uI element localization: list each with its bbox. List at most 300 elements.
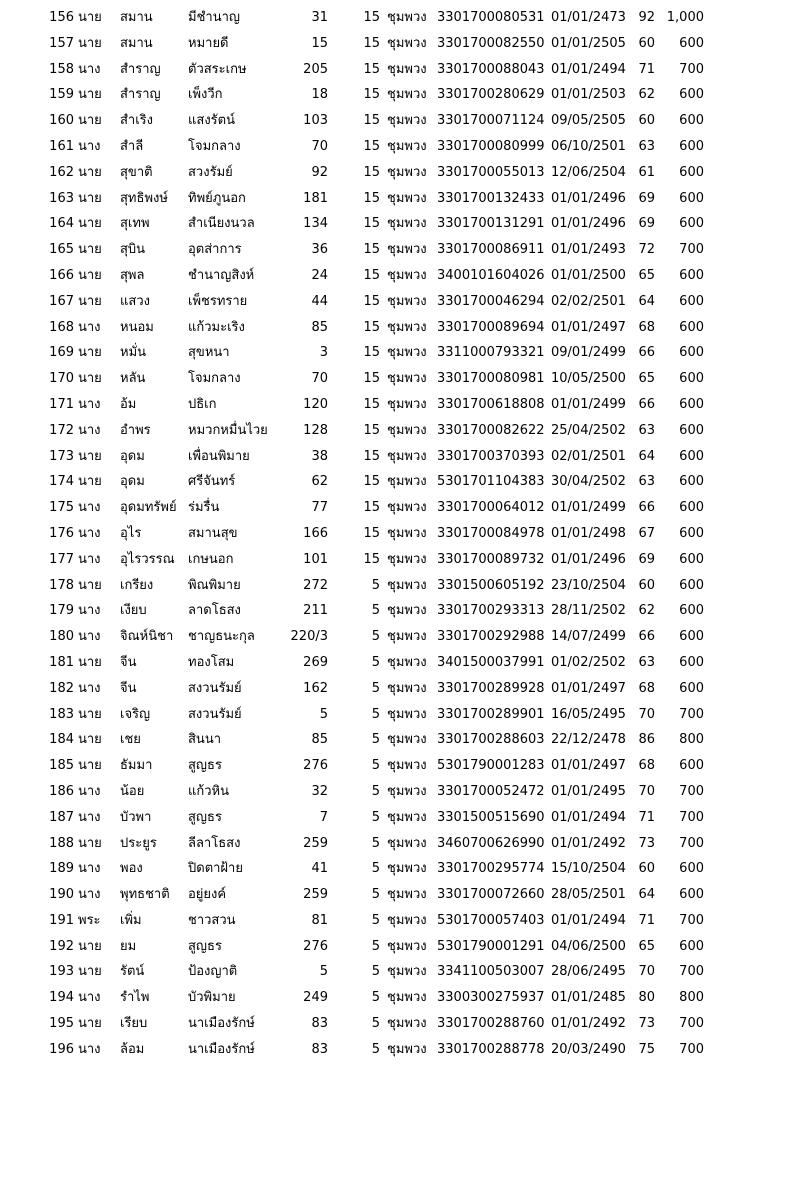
- birth-date: 04/06/2500: [551, 938, 626, 954]
- birth-date: 01/01/2496: [551, 551, 626, 567]
- age: 64: [638, 448, 655, 464]
- age: 65: [638, 938, 655, 954]
- row-number: 165: [49, 242, 74, 258]
- birth-date: 28/06/2495: [551, 964, 626, 980]
- birth-date: 06/10/2501: [551, 138, 626, 154]
- table-row: [0, 521, 800, 547]
- age: 68: [638, 680, 655, 696]
- house-number: 220/3: [290, 629, 328, 645]
- subdistrict: ชุมพวง: [387, 10, 427, 25]
- house-number: 81: [311, 912, 328, 928]
- subdistrict: ชุมพวง: [387, 654, 427, 670]
- house-number: 120: [303, 396, 328, 412]
- beneficiary-table: [0, 5, 800, 1063]
- birth-date: 01/02/2502: [551, 654, 626, 670]
- birth-date: 01/01/2499: [551, 396, 626, 412]
- subdistrict: ชุมพวง: [387, 190, 427, 206]
- age: 70: [638, 964, 655, 980]
- citizen-id: 3301700084978: [437, 525, 545, 541]
- birth-date: 01/01/2497: [551, 758, 626, 774]
- birth-date: 12/06/2504: [551, 164, 626, 180]
- age: 61: [638, 164, 655, 180]
- last-name: ปธิเก: [188, 396, 217, 412]
- row-number: 194: [49, 990, 74, 1006]
- allowance-amount: 800: [679, 732, 704, 748]
- age: 71: [638, 912, 655, 928]
- title-prefix: นาย: [78, 654, 102, 670]
- row-number: 162: [49, 164, 74, 180]
- allowance-amount: 600: [679, 35, 704, 51]
- title-prefix: นาย: [78, 190, 102, 206]
- title-prefix: นาย: [78, 113, 102, 129]
- citizen-id: 3301700289901: [437, 706, 545, 722]
- age: 66: [638, 345, 655, 361]
- row-number: 170: [49, 371, 74, 387]
- village-number: 5: [371, 654, 380, 670]
- first-name: สุเทพ: [120, 216, 150, 232]
- age: 68: [638, 319, 655, 335]
- age: 73: [638, 835, 655, 851]
- house-number: 3: [319, 345, 328, 361]
- allowance-amount: 600: [679, 887, 704, 903]
- citizen-id: 5301701104383: [437, 474, 545, 490]
- citizen-id: 3301700064012: [437, 500, 545, 516]
- table-row: [0, 650, 800, 676]
- citizen-id: 3301700088043: [437, 61, 545, 77]
- last-name: บัวพิมาย: [188, 990, 236, 1006]
- title-prefix: นาย: [78, 345, 102, 361]
- subdistrict: ชุมพวง: [387, 371, 427, 387]
- first-name: บัวพา: [120, 809, 152, 825]
- first-name: จีน: [120, 654, 137, 670]
- first-name: ล้อม: [120, 1041, 145, 1057]
- allowance-amount: 600: [679, 267, 704, 283]
- last-name: แสงรัตน์: [188, 113, 235, 129]
- table-row: [0, 727, 800, 753]
- subdistrict: ชุมพวง: [387, 809, 427, 825]
- row-number: 180: [49, 629, 74, 645]
- village-number: 5: [371, 603, 380, 619]
- allowance-amount: 700: [679, 61, 704, 77]
- row-number: 193: [49, 964, 74, 980]
- first-name: สำเริง: [120, 113, 154, 129]
- age: 62: [638, 87, 655, 103]
- citizen-id: 3301700086911: [437, 242, 545, 258]
- house-number: 269: [303, 654, 328, 670]
- row-number: 184: [49, 732, 74, 748]
- allowance-amount: 600: [679, 500, 704, 516]
- table-row: [0, 934, 800, 960]
- table-row: [0, 805, 800, 831]
- row-number: 187: [49, 809, 74, 825]
- table-row: [0, 444, 800, 470]
- birth-date: 01/01/2492: [551, 1016, 626, 1032]
- table-row: [0, 315, 800, 341]
- row-number: 158: [49, 61, 74, 77]
- last-name: สงวนรัมย์: [188, 706, 242, 722]
- last-name: หมวกหมื่นไวย: [188, 422, 268, 438]
- age: 67: [638, 525, 655, 541]
- last-name: ศรีจันทร์: [188, 474, 236, 490]
- title-prefix: นาย: [78, 87, 102, 103]
- allowance-amount: 600: [679, 938, 704, 954]
- row-number: 168: [49, 319, 74, 335]
- birth-date: 28/05/2501: [551, 887, 626, 903]
- subdistrict: ชุมพวง: [387, 912, 427, 928]
- birth-date: 01/01/2500: [551, 267, 626, 283]
- village-number: 5: [371, 887, 380, 903]
- birth-date: 01/01/2492: [551, 835, 626, 851]
- title-prefix: นาย: [78, 242, 102, 258]
- village-number: 5: [371, 835, 380, 851]
- subdistrict: ชุมพวง: [387, 964, 427, 980]
- age: 64: [638, 293, 655, 309]
- birth-date: 01/01/2496: [551, 216, 626, 232]
- title-prefix: นาย: [78, 293, 102, 309]
- last-name: นาเมืองรักษ์: [188, 1041, 255, 1057]
- row-number: 185: [49, 758, 74, 774]
- last-name: หมายดี: [188, 35, 229, 51]
- subdistrict: ชุมพวง: [387, 577, 427, 593]
- citizen-id: 3301700370393: [437, 448, 545, 464]
- village-number: 15: [363, 190, 380, 206]
- title-prefix: นาง: [78, 319, 101, 335]
- last-name: ลีลาโธสง: [188, 835, 241, 851]
- row-number: 166: [49, 267, 74, 283]
- age: 75: [638, 1041, 655, 1057]
- first-name: เจริญ: [120, 706, 151, 722]
- table-row: [0, 908, 800, 934]
- first-name: สำราญ: [120, 87, 161, 103]
- age: 63: [638, 422, 655, 438]
- age: 60: [638, 35, 655, 51]
- village-number: 5: [371, 732, 380, 748]
- first-name: หนอม: [120, 319, 154, 335]
- allowance-amount: 700: [679, 783, 704, 799]
- house-number: 24: [311, 267, 328, 283]
- first-name: รำไพ: [120, 990, 150, 1006]
- first-name: สุพล: [120, 267, 145, 283]
- village-number: 15: [363, 371, 380, 387]
- house-number: 92: [311, 164, 328, 180]
- row-number: 177: [49, 551, 74, 567]
- first-name: ธัมมา: [120, 758, 153, 774]
- village-number: 15: [363, 551, 380, 567]
- title-prefix: นาง: [78, 1041, 101, 1057]
- row-number: 157: [49, 35, 74, 51]
- last-name: สมานสุข: [188, 525, 238, 541]
- title-prefix: นาย: [78, 835, 102, 851]
- last-name: เพ็งวีก: [188, 87, 223, 103]
- house-number: 36: [311, 242, 328, 258]
- village-number: 5: [371, 577, 380, 593]
- allowance-amount: 700: [679, 1016, 704, 1032]
- row-number: 167: [49, 293, 74, 309]
- title-prefix: นาง: [78, 887, 101, 903]
- title-prefix: นาง: [78, 396, 101, 412]
- row-number: 182: [49, 680, 74, 696]
- village-number: 15: [363, 448, 380, 464]
- row-number: 176: [49, 525, 74, 541]
- birth-date: 01/01/2497: [551, 680, 626, 696]
- first-name: น้อย: [120, 783, 145, 799]
- village-number: 15: [363, 500, 380, 516]
- birth-date: 01/01/2473: [551, 10, 626, 25]
- last-name: เพื่อนพิมาย: [188, 448, 250, 464]
- title-prefix: นาง: [78, 525, 101, 541]
- allowance-amount: 800: [679, 990, 704, 1006]
- first-name: พุทธชาติ: [120, 887, 170, 903]
- title-prefix: นาย: [78, 448, 102, 464]
- allowance-amount: 600: [679, 138, 704, 154]
- row-number: 174: [49, 474, 74, 490]
- row-number: 178: [49, 577, 74, 593]
- last-name: ชำนาญสิงห์: [188, 267, 255, 283]
- birth-date: 01/01/2497: [551, 319, 626, 335]
- row-number: 161: [49, 138, 74, 154]
- first-name: สมาน: [120, 35, 153, 51]
- house-number: 166: [303, 525, 328, 541]
- subdistrict: ชุมพวง: [387, 603, 427, 619]
- birth-date: 23/10/2504: [551, 577, 626, 593]
- house-number: 15: [311, 35, 328, 51]
- subdistrict: ชุมพวง: [387, 887, 427, 903]
- village-number: 15: [363, 35, 380, 51]
- citizen-id: 3301700072660: [437, 887, 545, 903]
- citizen-id: 3301700618808: [437, 396, 545, 412]
- age: 65: [638, 371, 655, 387]
- citizen-id: 5301700057403: [437, 912, 545, 928]
- allowance-amount: 600: [679, 113, 704, 129]
- table-row: [0, 211, 800, 237]
- subdistrict: ชุมพวง: [387, 629, 427, 645]
- allowance-amount: 700: [679, 1041, 704, 1057]
- table-row: [0, 624, 800, 650]
- age: 63: [638, 654, 655, 670]
- village-number: 5: [371, 783, 380, 799]
- subdistrict: ชุมพวง: [387, 164, 427, 180]
- house-number: 211: [303, 603, 328, 619]
- title-prefix: นาย: [78, 216, 102, 232]
- age: 68: [638, 758, 655, 774]
- age: 69: [638, 190, 655, 206]
- title-prefix: นาง: [78, 629, 101, 645]
- age: 63: [638, 138, 655, 154]
- table-row: [0, 1037, 800, 1063]
- age: 66: [638, 396, 655, 412]
- first-name: สมาน: [120, 10, 153, 25]
- birth-date: 09/01/2499: [551, 345, 626, 361]
- house-number: 276: [303, 758, 328, 774]
- title-prefix: นาย: [78, 706, 102, 722]
- table-row: [0, 469, 800, 495]
- first-name: ยม: [120, 938, 137, 954]
- village-number: 5: [371, 990, 380, 1006]
- house-number: 205: [303, 61, 328, 77]
- last-name: พิณพิมาย: [188, 577, 241, 593]
- house-number: 181: [303, 190, 328, 206]
- house-number: 259: [303, 835, 328, 851]
- row-number: 183: [49, 706, 74, 722]
- house-number: 272: [303, 577, 328, 593]
- village-number: 15: [363, 293, 380, 309]
- citizen-id: 3301700293313: [437, 603, 545, 619]
- village-number: 5: [371, 912, 380, 928]
- village-number: 15: [363, 87, 380, 103]
- citizen-id: 3301700288778: [437, 1041, 545, 1057]
- table-row: [0, 5, 800, 31]
- house-number: 18: [311, 87, 328, 103]
- last-name: ลาดโธสง: [188, 603, 241, 619]
- village-number: 5: [371, 861, 380, 877]
- row-number: 189: [49, 861, 74, 877]
- subdistrict: ชุมพวง: [387, 525, 427, 541]
- birth-date: 16/05/2495: [551, 706, 626, 722]
- last-name: สุขหนา: [188, 345, 230, 361]
- title-prefix: นาง: [78, 422, 101, 438]
- first-name: หมั่น: [120, 345, 147, 361]
- village-number: 15: [363, 10, 380, 25]
- birth-date: 01/01/2503: [551, 87, 626, 103]
- table-row: [0, 237, 800, 263]
- row-number: 164: [49, 216, 74, 232]
- first-name: อำพร: [120, 422, 151, 438]
- title-prefix: นาย: [78, 938, 102, 954]
- village-number: 5: [371, 758, 380, 774]
- first-name: อ้ม: [120, 396, 137, 412]
- citizen-id: 3301700082550: [437, 35, 545, 51]
- village-number: 5: [371, 964, 380, 980]
- last-name: ปิดตาฝ้าย: [188, 861, 243, 877]
- first-name: เรียบ: [120, 1016, 148, 1032]
- citizen-id: 5301790001291: [437, 938, 545, 954]
- village-number: 5: [371, 938, 380, 954]
- allowance-amount: 600: [679, 293, 704, 309]
- last-name: สูญธร: [188, 809, 222, 825]
- subdistrict: ชุมพวง: [387, 267, 427, 283]
- allowance-amount: 600: [679, 525, 704, 541]
- last-name: ชาญธนะกุล: [188, 629, 255, 645]
- table-row: [0, 82, 800, 108]
- table-row: [0, 753, 800, 779]
- age: 70: [638, 706, 655, 722]
- table-row: [0, 108, 800, 134]
- village-number: 15: [363, 345, 380, 361]
- age: 64: [638, 887, 655, 903]
- village-number: 15: [363, 164, 380, 180]
- title-prefix: นาง: [78, 861, 101, 877]
- citizen-id: 3301700289928: [437, 680, 545, 696]
- first-name: เกรียง: [120, 577, 154, 593]
- first-name: เชย: [120, 732, 141, 748]
- row-number: 156: [49, 10, 74, 25]
- citizen-id: 3311000793321: [437, 345, 545, 361]
- title-prefix: นาง: [78, 603, 101, 619]
- village-number: 15: [363, 216, 380, 232]
- house-number: 70: [311, 138, 328, 154]
- title-prefix: นาย: [78, 1016, 102, 1032]
- table-row: [0, 856, 800, 882]
- age: 72: [638, 242, 655, 258]
- last-name: ชาวสวน: [188, 912, 236, 928]
- title-prefix: นาง: [78, 680, 101, 696]
- last-name: สูญธร: [188, 758, 222, 774]
- title-prefix: นาย: [78, 371, 102, 387]
- house-number: 249: [303, 990, 328, 1006]
- first-name: สำราญ: [120, 61, 161, 77]
- birth-date: 02/01/2501: [551, 448, 626, 464]
- house-number: 276: [303, 938, 328, 954]
- row-number: 169: [49, 345, 74, 361]
- village-number: 15: [363, 422, 380, 438]
- row-number: 192: [49, 938, 74, 954]
- citizen-id: 5301790001283: [437, 758, 545, 774]
- first-name: หลัน: [120, 371, 146, 387]
- title-prefix: นาย: [78, 964, 102, 980]
- citizen-id: 3301700052472: [437, 783, 545, 799]
- table-row: [0, 392, 800, 418]
- subdistrict: ชุมพวง: [387, 448, 427, 464]
- citizen-id: 3301700295774: [437, 861, 545, 877]
- subdistrict: ชุมพวง: [387, 938, 427, 954]
- subdistrict: ชุมพวง: [387, 422, 427, 438]
- subdistrict: ชุมพวง: [387, 1016, 427, 1032]
- citizen-id: 3301700292988: [437, 629, 545, 645]
- house-number: 101: [303, 551, 328, 567]
- citizen-id: 3301700055013: [437, 164, 545, 180]
- table-row: [0, 134, 800, 160]
- last-name: แก้วมะเริง: [188, 319, 245, 335]
- allowance-amount: 600: [679, 551, 704, 567]
- citizen-id: 3301700288760: [437, 1016, 545, 1032]
- table-row: [0, 779, 800, 805]
- age: 70: [638, 783, 655, 799]
- age: 86: [638, 732, 655, 748]
- birth-date: 30/04/2502: [551, 474, 626, 490]
- birth-date: 01/01/2498: [551, 525, 626, 541]
- age: 60: [638, 113, 655, 129]
- last-name: ทิพย์ภูนอก: [188, 190, 246, 206]
- table-row: [0, 1011, 800, 1037]
- title-prefix: นาง: [78, 809, 101, 825]
- age: 69: [638, 216, 655, 232]
- birth-date: 01/01/2505: [551, 35, 626, 51]
- village-number: 15: [363, 525, 380, 541]
- subdistrict: ชุมพวง: [387, 216, 427, 232]
- house-number: 70: [311, 371, 328, 387]
- subdistrict: ชุมพวง: [387, 1041, 427, 1057]
- table-row: [0, 160, 800, 186]
- subdistrict: ชุมพวง: [387, 835, 427, 851]
- house-number: 41: [311, 861, 328, 877]
- allowance-amount: 600: [679, 861, 704, 877]
- allowance-amount: 600: [679, 629, 704, 645]
- citizen-id: 3301700089694: [437, 319, 545, 335]
- citizen-id: 3301500515690: [437, 809, 545, 825]
- birth-date: 01/01/2495: [551, 783, 626, 799]
- village-number: 15: [363, 138, 380, 154]
- last-name: ตัวสระเกษ: [188, 61, 247, 77]
- birth-date: 25/04/2502: [551, 422, 626, 438]
- age: 69: [638, 551, 655, 567]
- allowance-amount: 700: [679, 706, 704, 722]
- village-number: 15: [363, 319, 380, 335]
- subdistrict: ชุมพวง: [387, 500, 427, 516]
- allowance-amount: 700: [679, 912, 704, 928]
- row-number: 171: [49, 396, 74, 412]
- row-number: 159: [49, 87, 74, 103]
- last-name: เกษนอก: [188, 551, 234, 567]
